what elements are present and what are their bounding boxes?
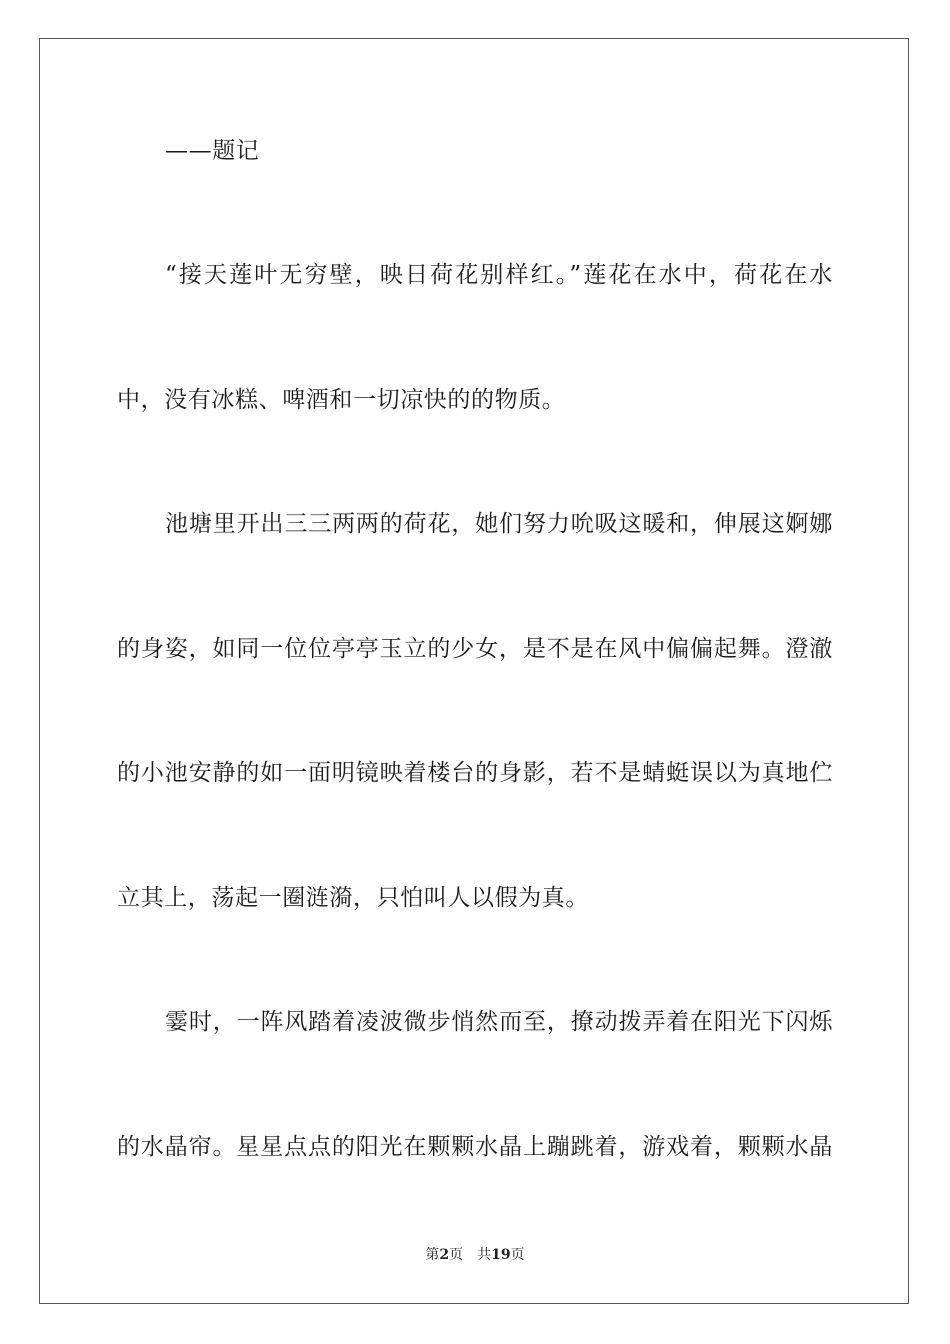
- epigraph-signature: ——题记: [165, 138, 260, 164]
- paragraph-3-line-2: 的水晶帘。星星点点的阳光在颗颗水晶上蹦跳着，游戏着，颗颗水晶: [117, 1134, 833, 1160]
- total-suffix: 页: [510, 1247, 525, 1263]
- paragraph-1-line-2: 中，没有冰糕、啤酒和一切凉快的的物质。: [117, 387, 566, 413]
- paragraph-2-line-4: 立其上，荡起一圈涟漪，只怕叫人以假为真。: [117, 885, 589, 911]
- paragraph-2-line-2: 的身姿，如同一位位亭亭玉立的少女，是不是在风中偏偏起舞。澄澈: [117, 636, 833, 662]
- total-prefix: 共: [477, 1247, 492, 1263]
- page-footer: [0, 1246, 950, 1264]
- page-suffix: 页: [449, 1247, 464, 1263]
- paragraph-2-line-3: 的小池安静的如一面明镜映着楼台的身影，若不是蜻蜓误以为真地伫: [117, 760, 833, 786]
- paragraph-1-line-1: “接天莲叶无穷壁，映日荷花别样红。”莲花在水中，荷花在水: [165, 262, 833, 288]
- page-number: 2: [439, 1247, 450, 1263]
- total-pages: 19: [491, 1247, 511, 1263]
- page-prefix: 第: [425, 1247, 440, 1263]
- paragraph-3-line-1: 霎时，一阵风踏着凌波微步悄然而至，撩动拨弄着在阳光下闪烁: [165, 1009, 833, 1035]
- paragraph-2-line-1: 池塘里开出三三两两的荷花，她们努力吮吸这暖和，伸展这婀娜: [165, 511, 833, 537]
- page-border: [39, 38, 909, 1304]
